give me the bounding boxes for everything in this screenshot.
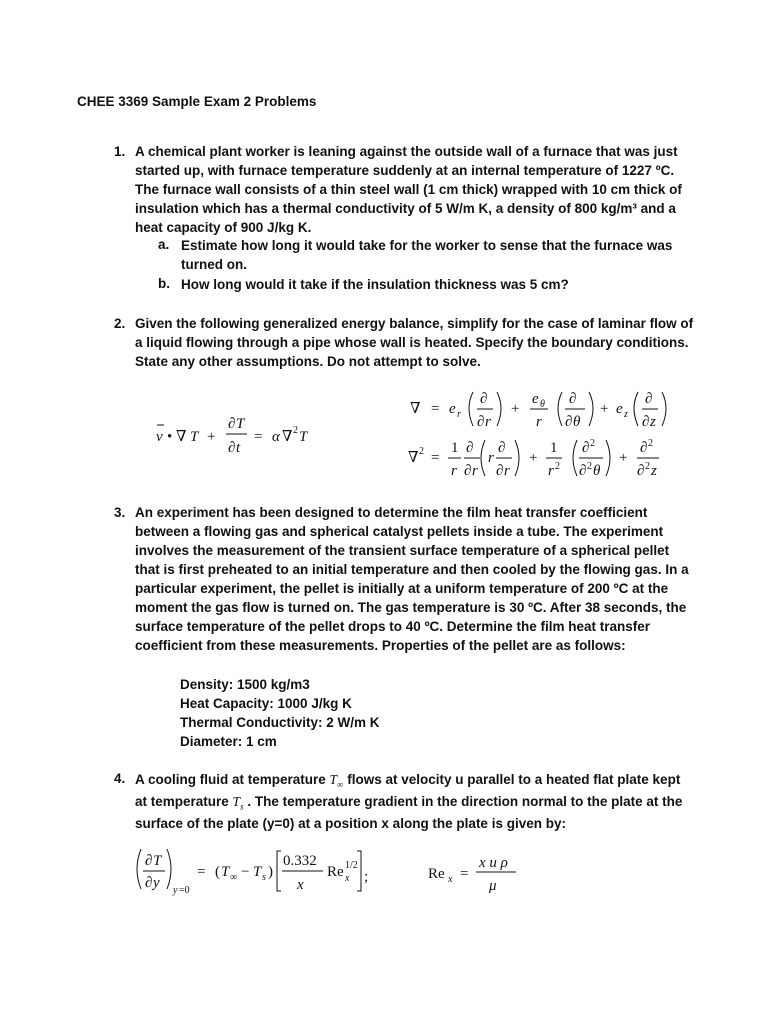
svg-text:α: α bbox=[272, 429, 280, 445]
svg-text:x u ρ: x u ρ bbox=[479, 855, 508, 871]
problem-1-line: A chemical plant worker is leaning against the outside wall of a furnace that was just bbox=[135, 144, 678, 159]
svg-text:∇: ∇ bbox=[408, 450, 419, 466]
svg-text:∇: ∇ bbox=[282, 429, 293, 445]
laplacian-equation bbox=[405, 434, 667, 489]
svg-text:+: + bbox=[207, 429, 216, 445]
problem-2-number: 2. bbox=[114, 316, 126, 331]
svg-text:Re: Re bbox=[428, 866, 445, 882]
svg-text:∞: ∞ bbox=[230, 872, 238, 883]
problem-3-line: surface temperature of the pellet drops to 40 ºC. Determine the film heat transfer bbox=[135, 619, 651, 634]
svg-text:r: r bbox=[451, 463, 457, 479]
svg-text:2: 2 bbox=[645, 461, 650, 472]
svg-text:z: z bbox=[650, 414, 656, 430]
problem-3-line: An experiment has been designed to determine the film heat transfer coefficient bbox=[135, 505, 648, 520]
s-subscript: s bbox=[240, 801, 244, 812]
svg-text:+: + bbox=[619, 450, 628, 466]
svg-text:;: ; bbox=[364, 869, 369, 885]
pellet-property: Diameter: 1 cm bbox=[180, 734, 277, 749]
infinity-subscript: ∞ bbox=[337, 779, 344, 790]
svg-text:2: 2 bbox=[590, 438, 595, 449]
problem-3-line: between a flowing gas and spherical catalyst pellets inside a tube. The experiment bbox=[135, 524, 664, 539]
svg-text:=: = bbox=[431, 401, 440, 417]
pellet-properties bbox=[180, 675, 380, 751]
problem-4-text bbox=[135, 769, 682, 835]
problem-3-text bbox=[135, 503, 689, 655]
svg-text:∂: ∂ bbox=[642, 414, 650, 430]
problem-2-text bbox=[135, 314, 693, 371]
reynolds-svg bbox=[426, 850, 526, 896]
svg-text:∂: ∂ bbox=[579, 463, 587, 479]
energy-balance-svg bbox=[150, 410, 320, 460]
t-s-symbol bbox=[232, 794, 244, 812]
problem-4-line: surface of the plate (y=0) at a position x along the plate is given by: bbox=[135, 816, 566, 831]
svg-text:∂: ∂ bbox=[496, 463, 504, 479]
svg-text:∂: ∂ bbox=[637, 463, 645, 479]
svg-text:T: T bbox=[190, 429, 199, 445]
problem-1b-label: b. bbox=[158, 276, 170, 291]
svg-text:=: = bbox=[460, 866, 469, 882]
svg-text:r: r bbox=[504, 463, 510, 479]
problem-1a-text bbox=[181, 236, 672, 274]
svg-text:2: 2 bbox=[419, 446, 424, 457]
problem-1-line: The furnace wall consists of a thin steel wall (1 cm thick) wrapped with 10 cm thick of bbox=[135, 182, 682, 197]
svg-text:∂: ∂ bbox=[480, 391, 488, 407]
svg-text:∂: ∂ bbox=[582, 440, 590, 456]
svg-text:=: = bbox=[431, 450, 440, 466]
svg-text:T: T bbox=[221, 864, 230, 880]
problem-1-text bbox=[135, 142, 682, 237]
problem-1a-label: a. bbox=[158, 237, 170, 252]
svg-text:∂: ∂ bbox=[145, 875, 153, 891]
svg-text:r: r bbox=[472, 463, 478, 479]
svg-text:∂: ∂ bbox=[228, 440, 236, 456]
problem-1-line: started up, with furnace temperature suddenly at an internal temperature of 1227 ºC. bbox=[135, 163, 675, 178]
svg-text:θ: θ bbox=[540, 399, 545, 410]
problem-1-line: insulation which has a thermal conductivity of 5 W/m K, a density of 800 kg/m³ and a bbox=[135, 201, 676, 216]
laplacian-svg bbox=[405, 434, 667, 484]
svg-text:y: y bbox=[173, 885, 178, 896]
svg-text:∂: ∂ bbox=[228, 416, 236, 432]
svg-text:∂: ∂ bbox=[145, 853, 153, 869]
problem-3-line: that is first preheated to an initial temperature and then cooled by the flowing gas. In a bbox=[135, 562, 689, 577]
svg-text:T: T bbox=[153, 853, 162, 869]
svg-text:T: T bbox=[299, 429, 308, 445]
temperature-gradient-equation bbox=[133, 845, 383, 906]
problem-1-number: 1. bbox=[114, 144, 126, 159]
svg-text:=0: =0 bbox=[179, 885, 190, 896]
problem-3-line: involves the measurement of the transient surface temperature of a spherical pellet bbox=[135, 543, 670, 558]
svg-text:=: = bbox=[254, 429, 263, 445]
problem-4-line bbox=[135, 769, 682, 791]
svg-text:y: y bbox=[153, 875, 160, 891]
problem-3-line: coefficient from these measurements. Properties of the pellet are as follows: bbox=[135, 638, 626, 653]
page-title: CHEE 3369 Sample Exam 2 Problems bbox=[77, 94, 317, 109]
svg-text:∂: ∂ bbox=[477, 414, 485, 430]
svg-text:0.332: 0.332 bbox=[283, 853, 317, 869]
svg-text:z: z bbox=[624, 409, 628, 420]
svg-text:x: x bbox=[297, 877, 304, 893]
problem-4-line2-start: at temperature bbox=[135, 794, 233, 809]
problem-3-line: particular experiment, the pellet is initially at a uniform temperature of 200 ºC at the bbox=[135, 581, 669, 596]
energy-balance-equation bbox=[150, 410, 320, 465]
svg-text:e: e bbox=[616, 401, 623, 417]
problem-4-line bbox=[135, 791, 682, 813]
problem-1b-text bbox=[181, 275, 569, 294]
svg-text:+: + bbox=[511, 401, 520, 417]
svg-text:∂: ∂ bbox=[498, 440, 506, 456]
svg-text:r: r bbox=[457, 409, 461, 420]
svg-text:x: x bbox=[345, 873, 350, 884]
pellet-property: Heat Capacity: 1000 J/kg K bbox=[180, 696, 352, 711]
svg-text:2: 2 bbox=[293, 425, 298, 436]
svg-text:• ∇: • ∇ bbox=[167, 429, 187, 445]
svg-text:μ: μ bbox=[489, 878, 497, 894]
pellet-property: Thermal Conductivity: 2 W/m K bbox=[180, 715, 380, 730]
problem-4-number: 4. bbox=[114, 771, 126, 786]
problem-4-line2-end: . The temperature gradient in the direction normal to the plate at the bbox=[243, 794, 683, 809]
problem-4-line1-start: A cooling fluid at temperature bbox=[135, 772, 330, 787]
svg-text:∂: ∂ bbox=[569, 391, 577, 407]
svg-text:θ: θ bbox=[593, 463, 601, 479]
svg-text:=: = bbox=[197, 864, 206, 880]
svg-text:e: e bbox=[449, 401, 456, 417]
reynolds-number-equation bbox=[426, 850, 526, 901]
svg-text:∂: ∂ bbox=[640, 440, 648, 456]
problem-2-line: Given the following generalized energy balance, simplify for the case of laminar flow of bbox=[135, 316, 694, 331]
svg-text:x: x bbox=[448, 874, 453, 885]
svg-text:e: e bbox=[532, 391, 539, 407]
svg-text:∇: ∇ bbox=[410, 401, 421, 417]
problem-4-line1-end: flows at velocity u parallel to a heated flat plate kept bbox=[343, 772, 681, 787]
problem-2-line: State any other assumptions. Do not attempt to solve. bbox=[135, 354, 481, 369]
nabla-operator-equation bbox=[405, 386, 667, 439]
svg-text:−: − bbox=[241, 864, 250, 880]
svg-text:r: r bbox=[536, 414, 542, 430]
svg-text:z: z bbox=[651, 463, 657, 479]
svg-text:2: 2 bbox=[555, 461, 560, 472]
gradient-svg bbox=[133, 845, 383, 901]
t-symbol: T bbox=[329, 772, 338, 787]
svg-text:1: 1 bbox=[550, 440, 558, 456]
svg-text:∂: ∂ bbox=[645, 391, 653, 407]
pellet-property: Density: 1500 kg/m3 bbox=[180, 677, 310, 692]
svg-text:T: T bbox=[253, 864, 262, 880]
nabla-svg bbox=[405, 386, 667, 434]
svg-text:1: 1 bbox=[451, 440, 459, 456]
svg-text:r: r bbox=[485, 414, 491, 430]
svg-text:): ) bbox=[268, 864, 273, 880]
problem-1a-line: Estimate how long it would take for the worker to sense that the furnace was bbox=[181, 238, 673, 253]
problem-3-line: moment the gas flow is turned on. The gas temperature is 30 ºC. After 38 seconds, the bbox=[135, 600, 687, 615]
svg-text:T: T bbox=[236, 416, 245, 432]
svg-text:t: t bbox=[236, 440, 241, 456]
t-infinity-symbol bbox=[329, 772, 344, 790]
problem-2-line: a liquid flowing through a pipe whose wall is heated. Specify the boundary conditions. bbox=[135, 335, 689, 350]
svg-text:r: r bbox=[488, 450, 494, 466]
problem-3-number: 3. bbox=[114, 505, 126, 520]
svg-text:(: ( bbox=[215, 864, 220, 880]
svg-text:2: 2 bbox=[587, 461, 592, 472]
svg-text:Re: Re bbox=[327, 864, 344, 880]
svg-text:θ: θ bbox=[573, 414, 581, 430]
svg-text:s: s bbox=[262, 872, 266, 883]
svg-text:1/2: 1/2 bbox=[345, 860, 358, 871]
svg-text:r: r bbox=[548, 463, 554, 479]
problem-1-line: heat capacity of 900 J/kg K. bbox=[135, 220, 312, 235]
problem-1a-line: turned on. bbox=[181, 257, 247, 272]
svg-text:∂: ∂ bbox=[565, 414, 573, 430]
svg-text:2: 2 bbox=[648, 438, 653, 449]
svg-text:∂: ∂ bbox=[466, 440, 474, 456]
svg-text:∂: ∂ bbox=[464, 463, 472, 479]
svg-text:+: + bbox=[600, 401, 609, 417]
problem-1b-line: How long would it take if the insulation thickness was 5 cm? bbox=[181, 277, 569, 292]
svg-text:v: v bbox=[156, 429, 163, 445]
svg-text:+: + bbox=[529, 450, 538, 466]
t-symbol: T bbox=[232, 794, 241, 809]
